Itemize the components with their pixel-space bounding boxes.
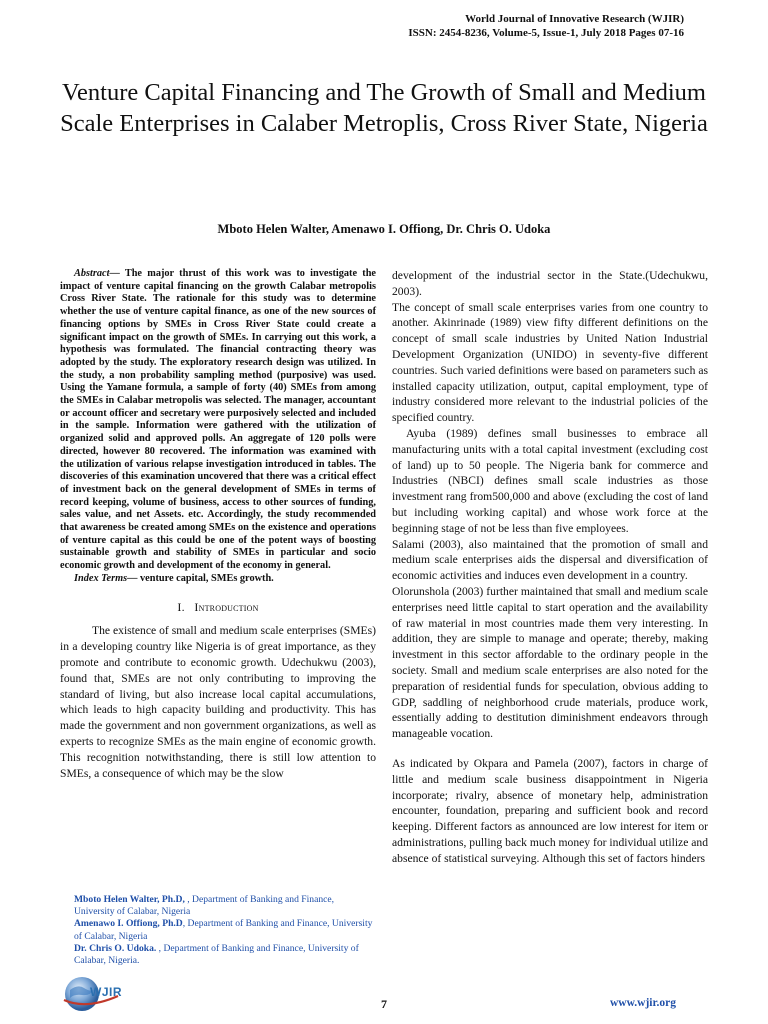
body-paragraph: Olorunshola (2003) further maintained that small and medium scale enterprises need little capital to start operation and the availability of raw material in most countries made them very interesting. In addition, they are simple to manage and operate; thereby, making investment in this sector affordable to the ordinary people in the society. Small and medium scale enterprises are also noted for the preparation of residential funds for speculation, obvious adding to GDP, saddling of neighborhood crude materials, produce work, essentially adding to destitution diminishment endeavors through manageable vocation. (392, 584, 708, 741)
footnote-affiliation: , Department of Banking and Finance, University of Calabar, Nigeria (74, 894, 335, 918)
journal-logo (60, 970, 140, 1014)
author-list: Mboto Helen Walter, Amenawo I. Offiong, Dr. Chris O. Udoka (217, 222, 551, 236)
left-column (60, 268, 376, 781)
footnote-item (60, 894, 376, 918)
journal-name: World Journal of Innovative Research (WJIR) (465, 13, 684, 25)
author-footnotes (60, 894, 376, 967)
body-paragraph: development of the industrial sector in the State.(Udechukwu, 2003). (392, 269, 708, 298)
footnote-affiliation: , Department of Banking and Finance, University of Calabar, Nigeria (74, 918, 373, 942)
section-number: I. (177, 599, 185, 614)
footnote-item (60, 918, 376, 942)
footnote-name: Mboto Helen Walter, Ph.D, (74, 894, 185, 905)
body-paragraph: As indicated by Okpara and Pamela (2007), factors in charge of little and medium scale business disappointment in Nigeria incorporate; rivalry, absence of monetary help, administration encounter, foundation, preparing and sufficient book and record keeping. Different factors as announced are low interest for item or administrations, pulling back much money for individual utilize and absence of statistical surveying. Although this set of factors hinders (392, 756, 708, 865)
right-column (392, 268, 708, 866)
paper-title: Venture Capital Financing and The Growth of Small and Medium Scale Enterprises in Calaber Metroplis, Cross River State, Nigeria (60, 79, 708, 137)
body-paragraph: Salami (2003), also maintained that the promotion of small and medium scale enterprises aids the dispersal and diversification of economic activities and induces even development in a country. (392, 537, 708, 583)
page-number: 7 (381, 997, 387, 1011)
website-link[interactable]: www.wjir.org (609, 997, 676, 1009)
footnote-affiliation: , Department of Banking and Finance, University of Calabar, Nigeria. (74, 942, 359, 967)
footnote-name: Dr. Chris O. Udoka. (74, 942, 157, 954)
body-paragraph: Ayuba (1989) defines small businesses to embrace all manufacturing units with a total capital investment (excluding cost of land) up to 50 people. The Nigeria bank for commerce and Industries (NBCI) defines small scale industries as those investment rang from500,000 and above (excluding the cost of land but including working capital) and whose work force at the beginning stage of not be less than five employees. (392, 426, 708, 535)
abstract-text: — The major thrust of this work was to investigate the impact of venture capital financing on the growth Calabar metropolis Cross River State. The rationale for this study was to determine whether the use of venture capital finance, as one of the new sources of financing options by SMEs in Cross River State could create a significant impact on the growth of SMEs. In carrying out this work, a hypothesis was formulated. The financial contracting theory was adopted by the study. The exploratory research design was utilized. In the study, a non probability sampling method (purposive) was used. Using the Yamane formula, a sample of forty (40) SMEs from among the SMEs in Calabar metropolis was selected. The manager, accountant or account officer and secretary were purposively selected and included in the sample. Information were gathered with the utilization of organized solid and approved polls. An aggregate of 120 polls were directed, however 80 recovered. The information was examined with the utilization of various relapse investigation introduced in tables. The discoveries of this examination uncovered that there was a critical effect of investment back on the general development of SMEs in terms of record keeping, volume of business, access to other sources of funding, sales value, and net Assets. etc. Accordingly, the study recommended that awareness be created among SMEs on the existence and operations of venture capital as this could be one of the potent ways of boosting sustainable growth and stability of SMEs in particular and socio economic growth and development of the economy in general. (60, 268, 376, 572)
index-terms-label: Index Terms (74, 572, 128, 584)
section-heading (60, 600, 376, 616)
footnote-item (60, 943, 376, 967)
abstract-label: Abstract (74, 268, 110, 279)
logo-text: WJIR (90, 985, 122, 999)
body-paragraph: The concept of small scale enterprises varies from one country to another. Akinrinade (1989) view fifty different definitions on the concept of small scale industries by United Nation Industrial Development Organization (UNIDO) in seventy-five different countries. Such varied definitions were based on parameters such as installed capacity utilization, output, capital employment, type of industry considered more relevant to the industrial policies of the specified country. (392, 300, 708, 425)
index-terms-text: — venture capital, SMEs growth. (127, 572, 274, 584)
abstract (60, 268, 376, 586)
footnote-name: Amenawo I. Offiong, Ph.D (74, 918, 183, 930)
intro-paragraph: The existence of small and medium scale enterprises (SMEs) in a developing country like Nigeria is of great importance, as they promote and contribute to economic growth. Udechukwu (2003), found that, SMEs are not only contributing to improving the standard of living, but also increase local capital accumulations, which leads to high capacity building and productivity. This has made the government and non government organizations, as well as experts to recognize SMEs as the main engine of economic growth. This recognition notwithstanding, there is still low attention to SMEs, a consequence of which may be the slow (60, 624, 376, 780)
issn-line: ISSN: 2454-8236, Volume-5, Issue-1, July 2018 Pages 07-16 (408, 27, 684, 39)
section-title: Introduction (194, 599, 259, 614)
